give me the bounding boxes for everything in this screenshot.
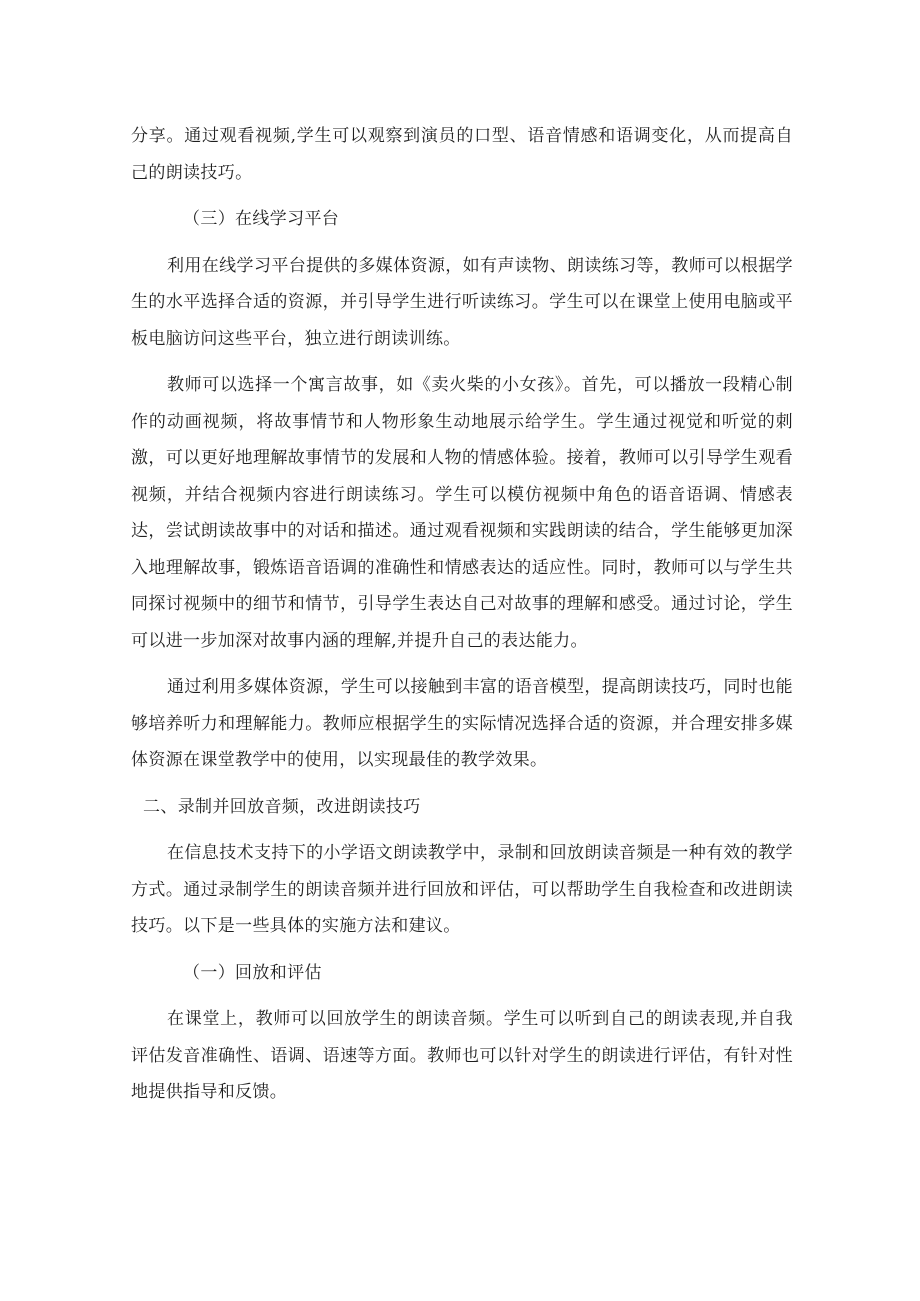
- document-body: [131, 118, 793, 1111]
- paragraph-playback-evaluation: 在课堂上，教师可以回放学生的朗读音频。学生可以听到自己的朗读表现,并自我评估发音准确性、语调、语速等方面。教师也可以针对学生的朗读进行评估，有针对性地提供指导和反馈。: [131, 1009, 793, 1102]
- paragraph-continuation: 分享。通过观看视频,学生可以观察到演员的口型、语音情感和语调变化，从而提高自己的朗读技巧。: [131, 126, 793, 183]
- section-heading-record-playback: 二、录制并回放音频，改进朗读技巧: [143, 796, 421, 817]
- paragraph-record-intro: 在信息技术支持下的小学语文朗读教学中，录制和回放朗读音频是一种有效的教学方式。通过录制学生的朗读音频并进行回放和评估，可以帮助学生自我检查和改进朗读技巧。以下是一些具体的实施方法和建议。: [131, 843, 793, 936]
- paragraph-fable-example: 教师可以选择一个寓言故事，如《卖火柴的小女孩》。首先，可以播放一段精心制作的动画视频，将故事情节和人物形象生动地展示给学生。学生通过视觉和听觉的刺激，可以更好地理解故事情节的发展和人物的情感体验。接着，教师可以引导学生观看视频，并结合视频内容进行朗读练习。学生可以模仿视频中角色的语音语调、情感表达，尝试朗读故事中的对话和描述。通过观看视频和实践朗读的结合，学生能够更加深入地理解故事，锻炼语音语调的准确性和情感表达的适应性。同时，教师可以与学生共同探讨视频中的细节和情节，引导学生表达自己对故事的理解和感受。通过讨论，学生可以进一步加深对故事内涵的理解,并提升自己的表达能力。: [131, 375, 793, 651]
- paragraph-online-platform: 利用在线学习平台提供的多媒体资源，如有声读物、朗读练习等，教师可以根据学生的水平选择合适的资源，并引导学生进行听读练习。学生可以在课堂上使用电脑或平板电脑访问这些平台，独立进行朗读训练。: [131, 255, 793, 349]
- paragraph-multimedia-summary: 通过利用多媒体资源，学生可以接触到丰富的语音模型，提高朗读技巧，同时也能够培养听力和理解能力。教师应根据学生的实际情况选择合适的资源，并合理安排多媒体资源在课堂教学中的使用，以实现最佳的教学效果。: [131, 677, 793, 770]
- subheading-playback-evaluation: （一）回放和评估: [183, 962, 322, 983]
- subheading-online-platform: （三）在线学习平台: [183, 209, 340, 229]
